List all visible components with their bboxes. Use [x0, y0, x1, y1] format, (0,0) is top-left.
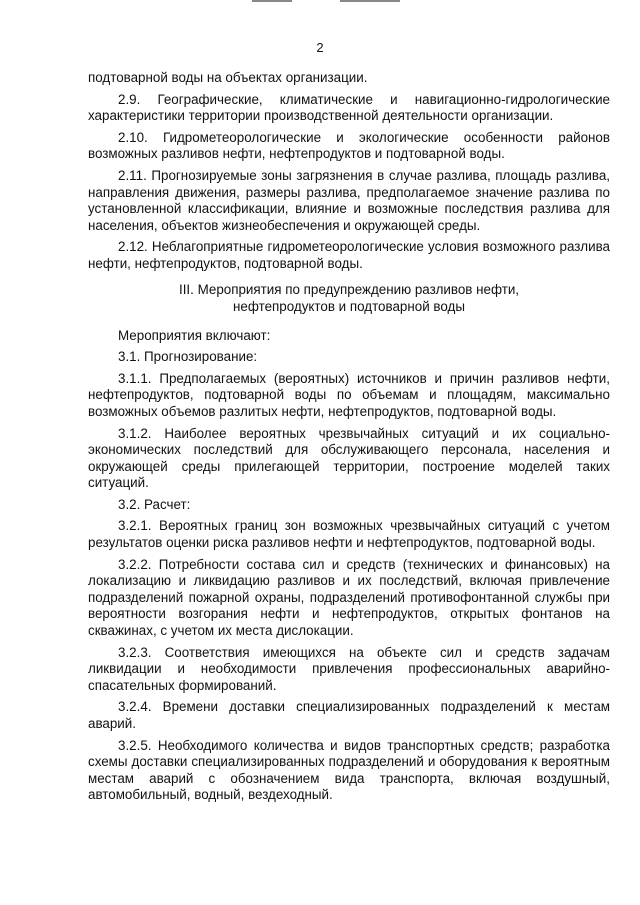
paragraph-2-12: 2.12. Неблагоприятные гидрометеорологические условия возможного разлива нефти, нефтепродуктов, подтоварной воды.: [88, 239, 610, 271]
paragraph-2-9: 2.9. Географические, климатические и навигационно-гидрологические характеристики территории производственной деятельности организации.: [88, 91, 610, 124]
paragraph-intro: Мероприятия включают:: [118, 327, 271, 343]
paragraph-3-1: 3.1. Прогнозирование:: [118, 349, 258, 365]
section-heading: [88, 281, 610, 315]
paragraph-3-2-4: 3.2.4. Времени доставки специализированных подразделений к местам аварий.: [88, 699, 610, 731]
top-edge-mark: [252, 0, 292, 2]
paragraph-3-2-1: 3.2.1. Вероятных границ зон возможных чрезвычайных ситуаций с учетом результатов оценки риска разливов нефти и нефтепродуктов, подтоварной воды.: [88, 518, 610, 551]
paragraph-3-1-2: 3.1.2. Наиболее вероятных чрезвычайных ситуаций и их социально-экономических последствий для обслуживающего персонала, населения и окружающей среды прилегающей территории, построение моделей таких ситуаций.: [88, 425, 610, 491]
top-edge-mark: [340, 0, 400, 2]
paragraph-3-2: 3.2. Расчет:: [118, 496, 191, 512]
section-heading-line-1: III. Мероприятия по предупреждению разливов нефти,: [178, 281, 520, 297]
paragraph-3-2-5: 3.2.5. Необходимого количества и видов транспортных средств; разработка схемы доставки специализированных подразделений и оборудования к вероятным местам аварий с обозначением вида транспорта, включая воздушный, автомобильный, водный, вездеходный.: [88, 737, 610, 803]
paragraph-3-2-3: 3.2.3. Соответствия имеющихся на объекте сил и средств задачам ликвидации и необходимости привлечения профессиональных аварийно-спасательных формирований.: [88, 644, 610, 693]
paragraph-continuation: подтоварной воды на объектах организации.: [88, 70, 368, 85]
paragraph-3-1-1: 3.1.1. Предполагаемых (вероятных) источников и причин разливов нефти, нефтепродуктов, подтоварной воды по объемам и площадям, максимально возможных объемов разлитых нефти, нефтепродуктов, подтоварной воды.: [88, 370, 610, 419]
paragraph-2-11: 2.11. Прогнозируемые зоны загрязнения в случае разлива, площадь разлива, направления движения, размеры разлива, предполагаемое значение разлива по установленной классификации, влияние и возможные последствия разлива для населения, объектов жизнеобеспечения и окружающей среды.: [88, 167, 610, 233]
page-number: 2: [316, 40, 324, 55]
document-body: [88, 70, 610, 809]
paragraph-3-2-2: 3.2.2. Потребности состава сил и средств (технических и финансовых) на локализацию и ликвидацию разливов и их последствий, включая привлечение подразделений пожарной охраны, подразделений противофонтанной службы при вероятности возгорания нефти и нефтепродуктов, открытых фонтанов на скважинах, с учетом их места дислокации.: [88, 556, 610, 639]
paragraph-2-10: 2.10. Гидрометеорологические и экологические особенности районов возможных разливов нефти, нефтепродуктов и подтоварной воды.: [88, 129, 610, 162]
section-heading-line-2: нефтепродуктов и подтоварной воды: [233, 298, 465, 314]
